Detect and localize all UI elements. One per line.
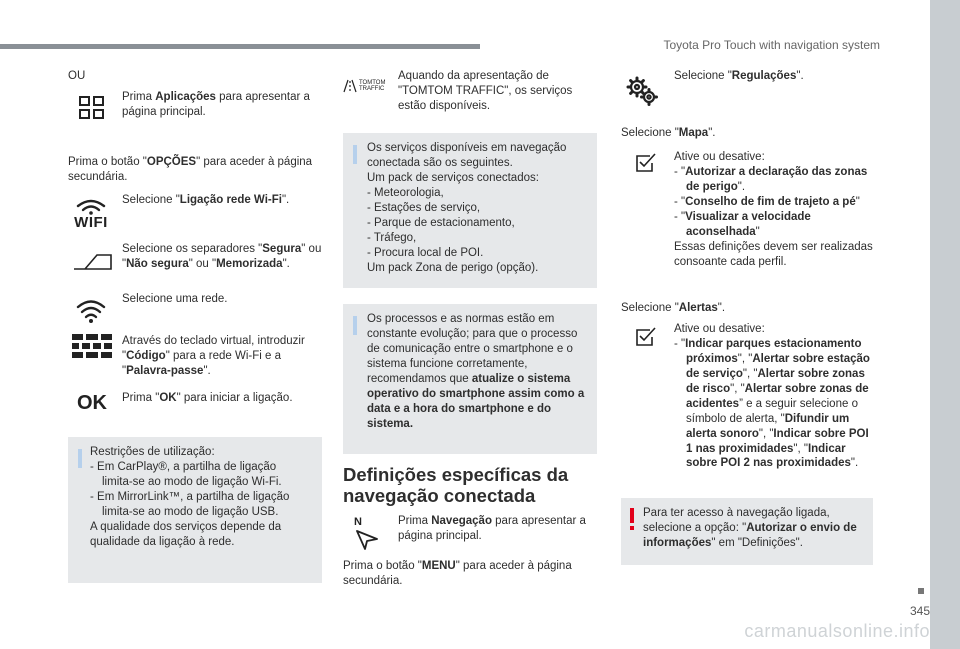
- continue-marker: [918, 588, 924, 594]
- tomtom-traffic-icon: TOMTOM TRAFFIC: [343, 77, 393, 95]
- map-option-danger: - "Autorizar a declaração das zonas de perigo".: [674, 165, 868, 193]
- restrictions-title: Restrições de utilização:: [90, 446, 215, 458]
- ou-label: OU: [68, 70, 86, 82]
- settings-instruction: Selecione "Regulações".: [674, 70, 804, 82]
- checkbox-icon: [634, 326, 658, 348]
- service-item: - Tráfego,: [367, 231, 417, 244]
- services-info-box: [343, 133, 597, 288]
- navigation-instruction: Prima Navegação para apresentar a página principal.: [398, 515, 586, 542]
- restriction-mirrorlink: - Em MirrorLink™, a partilha de ligação limita-se ao modo de ligação USB.: [90, 490, 290, 518]
- map-option-walk: - "Conselho de fim de trajeto a pé": [674, 195, 860, 208]
- network-instruction: Selecione uma rede.: [122, 293, 228, 305]
- warning-icon-dot: [630, 526, 634, 530]
- menu-instruction: Prima o botão "MENU" para aceder à página secundária.: [343, 560, 572, 587]
- checkbox-icon: [634, 152, 658, 174]
- service-item: - Estações de serviço,: [367, 201, 481, 214]
- apps-instruction: Prima Aplicações para apresentar a página principal.: [122, 91, 310, 118]
- warning-text: Para ter acesso à navegação ligada, selecione a opção: "Autorizar o envio de informações" em "Definições".: [643, 507, 857, 549]
- section-heading: Definições específicas da navegação conectada: [343, 464, 569, 506]
- info-icon: [353, 145, 357, 164]
- options-instruction: Prima o botão "OPÇÕES" para aceder à página secundária.: [68, 156, 313, 183]
- ok-instruction: Prima "OK" para iniciar a ligação.: [122, 392, 293, 404]
- services-intro: Os serviços disponíveis em navegação conectada são os seguintes.: [367, 142, 567, 169]
- watermark: carmanualsonline.info: [744, 621, 930, 641]
- restrictions-info-box: [68, 437, 322, 583]
- info-icon: [78, 449, 82, 468]
- processes-info-box: [343, 304, 597, 454]
- service-item: - Parque de estacionamento,: [367, 216, 515, 229]
- map-instruction: Selecione "Mapa".: [621, 127, 716, 139]
- keyboard-icon: [72, 333, 112, 359]
- header-title: Toyota Pro Touch with navigation system: [663, 38, 880, 52]
- processes-text: Os processos e as normas estão em constante evolução; para que o processo de comunicação entre o smartphone e o sistema funcione corretamente, recomendamos que atualize o sistema operativo do smartphone assim como a data e a hora do smartphone e do sistema.: [367, 313, 585, 430]
- restriction-quality: A qualidade dos serviços depende da qualidade da ligação à rede.: [90, 520, 282, 548]
- side-strip: [930, 0, 960, 649]
- services-pack: Um pack de serviços conectados:: [367, 171, 539, 184]
- warning-box: [621, 498, 873, 565]
- ok-icon: OK: [77, 392, 107, 414]
- navigation-icon: N: [352, 516, 382, 550]
- header-bar: [0, 44, 480, 49]
- separators-instruction: Selecione os separadores "Segura" ou "Não segura" ou "Memorizada".: [122, 243, 322, 270]
- gears-settings-icon: [624, 76, 660, 106]
- warning-icon-bar: [630, 508, 634, 523]
- service-item: - Meteorologia,: [367, 186, 444, 199]
- info-icon: [353, 316, 357, 335]
- restriction-carplay: - Em CarPlay®, a partilha de ligação limita-se ao modo de ligação Wi-Fi.: [90, 460, 282, 488]
- tab-separator-icon: [72, 250, 114, 274]
- wifi-instruction: Selecione "Ligação rede Wi-Fi".: [122, 194, 290, 206]
- map-option-speed: - "Visualizar a velocidade aconselhada": [674, 210, 811, 238]
- tomtom-traffic-text: Aquando da apresentação de "TOMTOM TRAFFIC", os serviços estão disponíveis.: [398, 70, 573, 112]
- alerts-options: Ative ou desative: - "Indicar parques estacionamento próximos", "Alertar sobre estação de serviço", "Alertar sobre zonas de risco", "Alertar sobre zonas de acidentes” e a seguir selecione o símbolo de alerta, "Difundir um alerta sonoro", "Indicar sobre POI 1 nas proximidades", "Indicar sobre POI 2 nas proximidades".: [674, 322, 874, 471]
- keyboard-instruction: Através do teclado virtual, introduzir "Código" para a rede Wi-Fi e a "Palavra-passe".: [122, 335, 305, 377]
- alerts-option-list: - "Indicar parques estacionamento próximos", "Alertar sobre estação de serviço", "Alertar sobre zonas de risco", "Alertar sobre zonas de acidentes” e a seguir selecione o símbolo de alerta, "Difundir um alerta sonoro", "Indicar sobre POI 1 nas proximidades", "Indicar sobre POI 2 nas proximidades".: [674, 337, 870, 470]
- alerts-instruction: Selecione "Alertas".: [621, 302, 726, 314]
- apps-grid-icon: [76, 94, 108, 122]
- services-danger-pack: Um pack Zona de perigo (opção).: [367, 261, 539, 274]
- wifi-signal-icon: [74, 296, 108, 326]
- service-item: - Procura local de POI.: [367, 246, 484, 259]
- page-number: 345: [909, 604, 930, 618]
- wifi-icon: WIFI: [70, 193, 112, 235]
- map-options: Ative ou desative: - "Autorizar a declaração das zonas de perigo". - "Conselho de fim de trajeto a pé" - "Visualizar a velocidade aconselhada" Essas definições devem ser realizadas consoante cada perfil.: [674, 151, 873, 268]
